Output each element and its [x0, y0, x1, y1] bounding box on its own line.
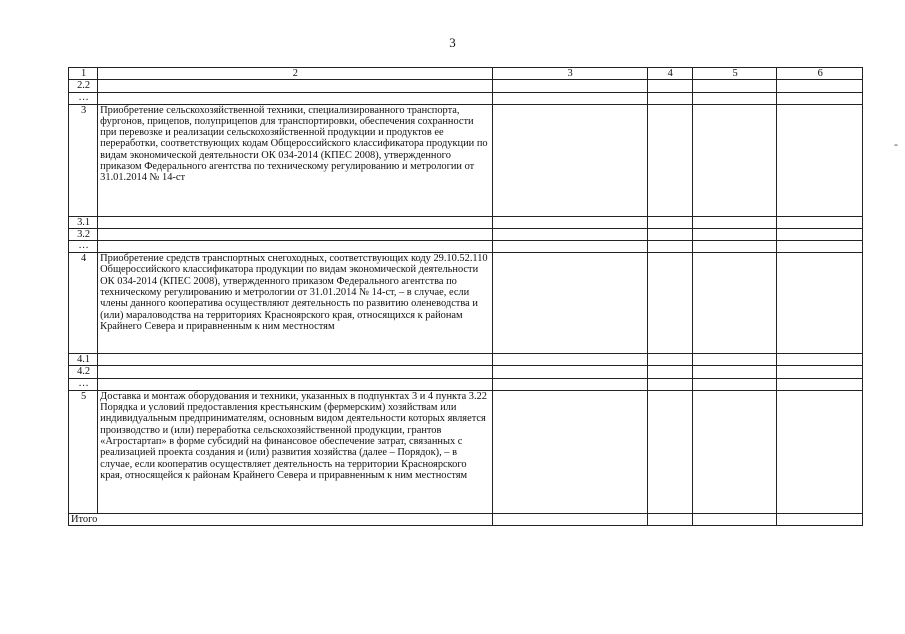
header-row	[69, 68, 863, 80]
margin-mark: -	[894, 137, 898, 151]
budget-table	[68, 67, 863, 526]
row-number: 3.2	[69, 228, 98, 240]
total-row	[69, 513, 863, 525]
table-row	[69, 92, 863, 104]
table-row	[69, 378, 863, 390]
row-ellipsis: …	[69, 241, 98, 253]
header-col-3: 3	[492, 68, 647, 80]
table-row	[69, 104, 863, 216]
table-row	[69, 216, 863, 228]
table-row	[69, 228, 863, 240]
row-number: 4.2	[69, 366, 98, 378]
header-col-1: 1	[69, 68, 98, 80]
header-col-5: 5	[692, 68, 777, 80]
table-row	[69, 366, 863, 378]
row-number: 5	[69, 390, 98, 513]
row-number: 4.1	[69, 354, 98, 366]
row-ellipsis: …	[69, 378, 98, 390]
header-col-6: 6	[777, 68, 863, 80]
table-row	[69, 80, 863, 92]
row-number: 2.2	[69, 80, 98, 92]
table-row	[69, 241, 863, 253]
row-number: 3	[69, 104, 98, 216]
row-description: Доставка и монтаж оборудования и техники, указанных в подпунктах 3 и 4 пункта 3.22 Порядка и условий предоставления крестьянским (фермерским) хозяйствам или индивидуальным предпринимателям, основным видом деятельности которых является производство и (или) переработка сельскохозяйственной продукции, грантов «Агростартап» в форме субсидий на финансовое обеспечение затрат, связанных с реализацией проекта создания и (или) развития хозяйства (далее – Порядок), – в случае, если кооператив осуществляет деятельность на территории Красноярского края, относящейся к районам Крайнего Севера и приравненным к ним местностям	[98, 390, 492, 513]
header-col-2: 2	[98, 68, 492, 80]
row-ellipsis: …	[69, 92, 98, 104]
row-number: 3.1	[69, 216, 98, 228]
row-description: Приобретение сельскохозяйственной техники, специализированного транспорта, фургонов, прицепов, полуприцепов для транспортировки, обеспечения сохранности при перевозке и реализации сельскохозяйственной продукции и продуктов ее переработки, соответствующих кодам Общероссийского классификатора продукции по видам экономической деятельности ОК 034-2014 (КПЕС 2008), утвержденного приказом Федерального агентства по техническому регулированию и метрологии от 31.01.2014 № 14-ст	[98, 104, 492, 216]
table-row	[69, 354, 863, 366]
total-label: Итого	[69, 513, 493, 525]
row-description: Приобретение средств транспортных снегоходных, соответствующих коду 29.10.52.110 Общероссийского классификатора продукции по видам экономической деятельности ОК 034-2014 (КПЕС 2008), утвержденного приказом Федерального агентства по техническому регулированию и метрологии от 31.01.2014 № 14-ст, – в случае, если члены данного кооператива осуществляют деятельность по развитию оленеводства и (или) мараловодства на территориях Красноярского края, относящихся к районам Крайнего Севера и приравненным к ним местностям	[98, 253, 492, 354]
table-row	[69, 253, 863, 354]
header-col-4: 4	[647, 68, 692, 80]
row-number: 4	[69, 253, 98, 354]
page-number: 3	[449, 35, 456, 50]
table-row	[69, 390, 863, 513]
